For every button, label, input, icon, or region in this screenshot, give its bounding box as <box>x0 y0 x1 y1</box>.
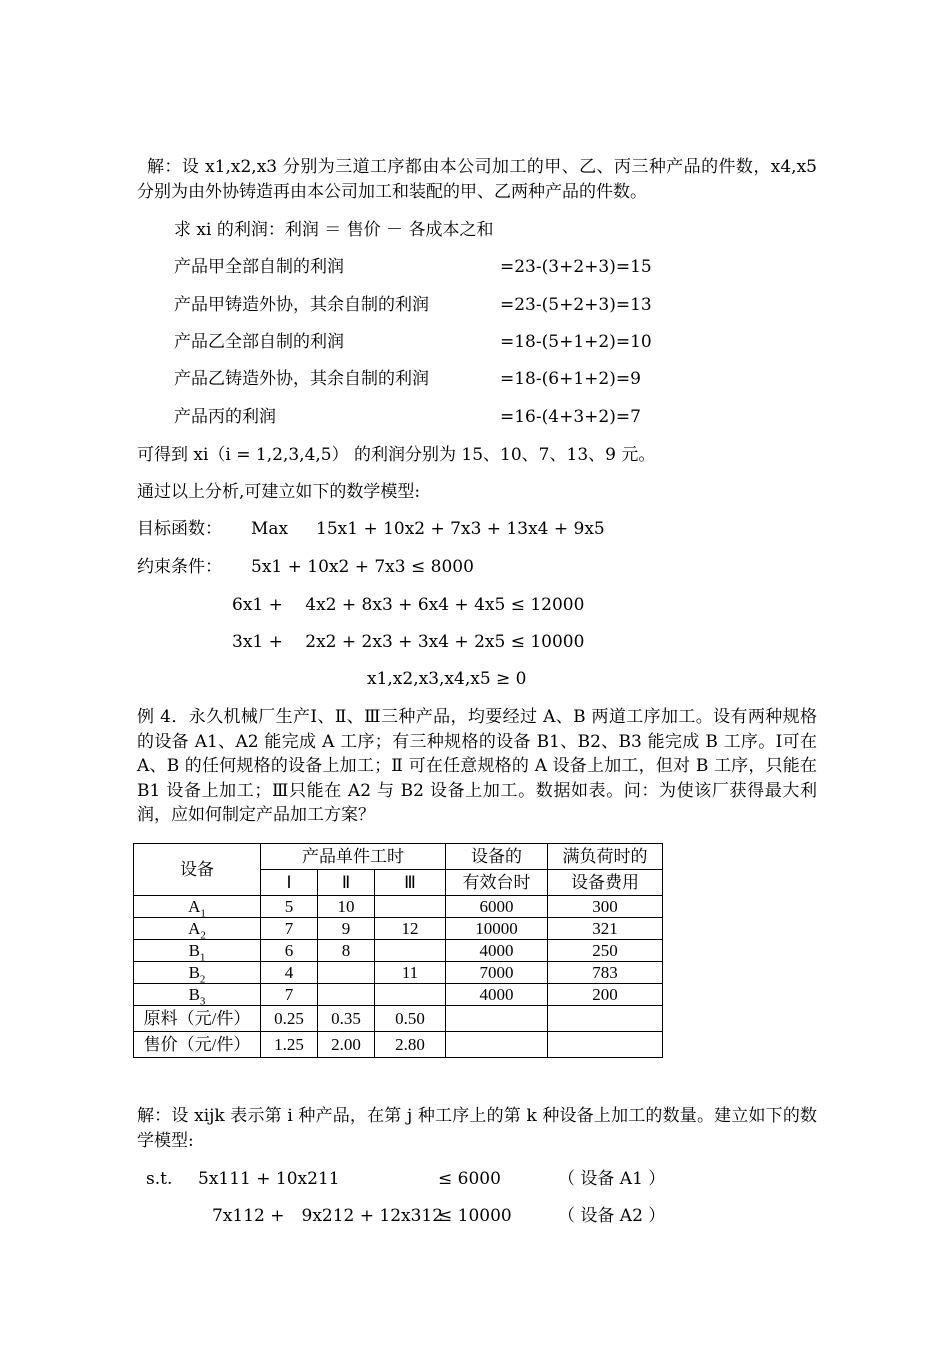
model-intro: 通过以上分析,可建立如下的数学模型: <box>137 482 421 502</box>
equipment-cost-cell: 200 <box>548 984 663 1006</box>
st-label: s.t. <box>146 1169 173 1189</box>
constraint-expression: 5x111 + 10x211 <box>198 1169 340 1189</box>
hours-cell <box>375 940 446 962</box>
constraint: 6x1 + 4x2 + 8x3 + 6x4 + 4x5 ≤ 12000 <box>232 595 585 615</box>
equipment-cost-cell: 321 <box>548 918 663 940</box>
effective-hours-cell: 7000 <box>446 962 548 984</box>
profit-row-label: 产品丙的利润 <box>174 407 276 427</box>
profit-row-label: 产品乙全部自制的利润 <box>174 332 344 352</box>
table-header-row <box>134 844 663 870</box>
constraint-rhs: ≤ 10000 <box>438 1206 512 1226</box>
table-row <box>134 984 663 1006</box>
equipment-cell: $A_1$ <box>134 896 261 918</box>
table-row <box>134 896 663 918</box>
table-row-price <box>134 1032 663 1058</box>
equipment-data-table <box>133 843 663 1058</box>
equipment-cell: $B_1$ <box>134 940 261 962</box>
hours-cell: 4 <box>261 962 318 984</box>
constraint-rhs: ≤ 6000 <box>438 1169 501 1189</box>
profit-row-formula: =16-(4+3+2)=7 <box>500 407 641 427</box>
header-equipment: 设备 <box>134 844 261 896</box>
profit-row-formula: =23-(5+2+3)=13 <box>500 295 652 315</box>
header-product: Ⅰ <box>261 870 318 896</box>
header-unit-hours: 产品单件工时 <box>261 844 446 870</box>
price-cell: 2.00 <box>318 1032 375 1058</box>
example-4-text: 例 4．永久机械厂生产Ⅰ、Ⅱ、Ⅲ三种产品，均要经过 A、B 两道工序加工。设有两种规格的设备 A1、A2 能完成 A 工序；有三种规格的设备 B1、B2、B3 能完成 B 工序。Ⅰ可在 A、B 的任何规格的设备上加工；Ⅱ 可在任意规格的 A 设备上加工，但对 B 工序，只能在 B1 设备上加工；Ⅲ只能在 A2 与 B2 设备上加工。数据如表。问：为使该厂获得最大利润，应如何制定产品加工方案？ <box>137 707 817 825</box>
objective-max: Max <box>251 519 289 539</box>
header-product: Ⅱ <box>318 870 375 896</box>
empty-cell <box>446 1032 548 1058</box>
constraint-note: （ 设备 A2 ） <box>558 1206 666 1226</box>
hours-cell: 6 <box>261 940 318 962</box>
price-cell: 1.25 <box>261 1032 318 1058</box>
equipment-cost-cell: 250 <box>548 940 663 962</box>
hours-cell: 10 <box>318 896 375 918</box>
objective-label: 目标函数： <box>137 519 222 539</box>
profit-row-formula: =18-(5+1+2)=10 <box>500 332 652 352</box>
hours-cell: 5 <box>261 896 318 918</box>
hours-cell: 12 <box>375 918 446 940</box>
price-label: 售价（元/件） <box>134 1032 261 1058</box>
header-hours-top: 设备的 <box>446 844 548 870</box>
profit-heading: 求 xi 的利润：利润 ＝ 售价 － 各成本之和 <box>174 220 494 240</box>
header-product: Ⅲ <box>375 870 446 896</box>
effective-hours-cell: 4000 <box>446 984 548 1006</box>
effective-hours-cell: 10000 <box>446 918 548 940</box>
empty-cell <box>446 1006 548 1032</box>
hours-cell <box>318 984 375 1006</box>
header-hours-bottom: 有效台时 <box>446 870 548 896</box>
raw-material-cell: 0.50 <box>375 1006 446 1032</box>
constraint: 3x1 + 2x2 + 2x3 + 3x4 + 2x5 ≤ 10000 <box>232 632 585 652</box>
price-cell: 2.80 <box>375 1032 446 1058</box>
hours-cell <box>375 896 446 918</box>
header-cost-top: 满负荷时的 <box>548 844 663 870</box>
constraint: 5x1 + 10x2 + 7x3 ≤ 8000 <box>251 557 474 577</box>
hours-cell: 8 <box>318 940 375 962</box>
hours-cell: 11 <box>375 962 446 984</box>
equipment-cost-cell: 300 <box>548 896 663 918</box>
profit-conclusion: 可得到 xi（i = 1,2,3,4,5） 的利润分别为 15、10、7、13、9 元。 <box>137 445 656 465</box>
hours-cell: 7 <box>261 918 318 940</box>
hours-cell: 7 <box>261 984 318 1006</box>
objective-expression: 15x1 + 10x2 + 7x3 + 13x4 + 9x5 <box>316 519 605 539</box>
constraint-label: 约束条件： <box>137 557 222 577</box>
table-row-raw-material <box>134 1006 663 1032</box>
raw-material-cell: 0.35 <box>318 1006 375 1032</box>
constraint-expression: 7x112 + 9x212 + 12x312 <box>212 1206 444 1226</box>
hours-cell: 9 <box>318 918 375 940</box>
hours-cell <box>318 962 375 984</box>
profit-row-formula: =23-(3+2+3)=15 <box>500 257 652 277</box>
effective-hours-cell: 4000 <box>446 940 548 962</box>
profit-row-formula: =18-(6+1+2)=9 <box>500 369 641 389</box>
hours-cell <box>375 984 446 1006</box>
table-row <box>134 918 663 940</box>
nonnegativity-constraint: x1,x2,x3,x4,x5 ≥ 0 <box>367 669 527 689</box>
table-row <box>134 962 663 984</box>
equipment-cell: $A_2$ <box>134 918 261 940</box>
empty-cell <box>548 1006 663 1032</box>
equipment-cell: $B_2$ <box>134 962 261 984</box>
profit-row-label: 产品甲铸造外协，其余自制的利润 <box>174 295 429 315</box>
equipment-cost-cell: 783 <box>548 962 663 984</box>
solution-2-intro: 解：设 xijk 表示第 i 种产品，在第 j 种工序上的第 k 种设备上加工的数量。建立如下的数学模型: <box>137 1106 817 1151</box>
header-cost-bottom: 设备费用 <box>548 870 663 896</box>
effective-hours-cell: 6000 <box>446 896 548 918</box>
table-row <box>134 940 663 962</box>
raw-material-label: 原料（元/件） <box>134 1006 261 1032</box>
solution-intro: 解：设 x1,x2,x3 分别为三道工序都由本公司加工的甲、乙、丙三种产品的件数，x4,x5 分别为由外协铸造再由本公司加工和装配的甲、乙两种产品的件数。 <box>137 157 817 202</box>
profit-row-label: 产品甲全部自制的利润 <box>174 257 344 277</box>
equipment-cell: $B_3$ <box>134 984 261 1006</box>
constraint-note: （ 设备 A1 ） <box>558 1169 666 1189</box>
profit-row-label: 产品乙铸造外协，其余自制的利润 <box>174 369 429 389</box>
empty-cell <box>548 1032 663 1058</box>
raw-material-cell: 0.25 <box>261 1006 318 1032</box>
